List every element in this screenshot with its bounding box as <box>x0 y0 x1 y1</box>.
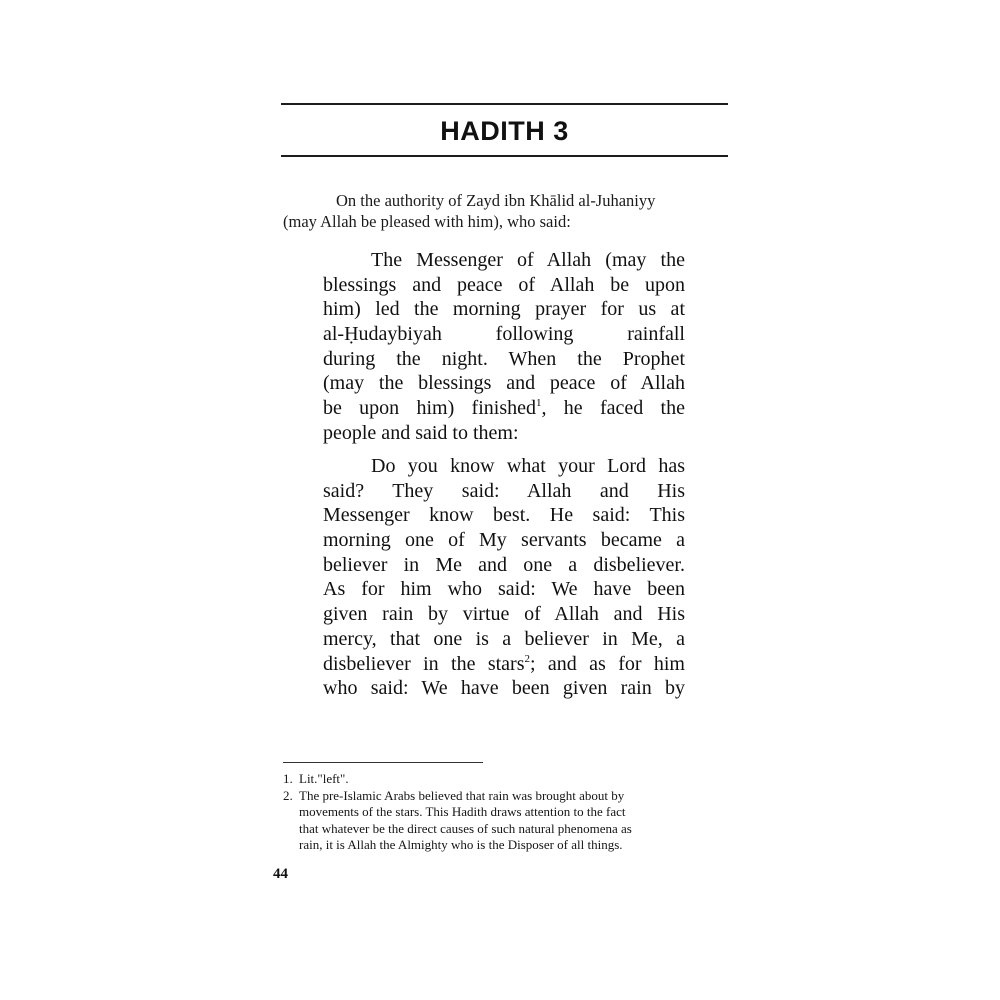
quote-line: As for him who said: We have been <box>323 578 685 601</box>
intro-paragraph <box>283 190 728 232</box>
footnote-line: movements of the stars. This Hadith draws attention to the fact <box>299 804 626 819</box>
quote-text: be upon him) finished <box>323 397 536 420</box>
quote-line: believer in Me and one a disbeliever. <box>323 553 685 576</box>
quote-line <box>323 652 685 677</box>
footnotes <box>283 771 733 854</box>
quote-line: given rain by virtue of Allah and His <box>323 603 685 626</box>
quote-line: during the night. When the Prophet <box>323 347 685 370</box>
footnote-line: Lit."left". <box>299 771 349 786</box>
footnote-separator <box>283 762 483 763</box>
quote-text: ; and as for him <box>530 652 685 675</box>
quote-line: Messenger know best. He said: This <box>323 504 685 527</box>
footnote-1 <box>283 771 733 788</box>
footnote-line: rain, it is Allah the Almighty who is the Disposer of all things. <box>299 837 623 852</box>
header-rule-top <box>281 103 728 105</box>
quote-line: (may the blessings and peace of Allah <box>323 372 685 395</box>
quote-line: him) led the morning prayer for us at <box>323 298 685 321</box>
quote-line: morning one of My servants became a <box>323 529 685 552</box>
footnote-2 <box>283 788 733 854</box>
quote-line: Do you know what your Lord has <box>371 455 685 477</box>
quote-line: mercy, that one is a believer in Me, a <box>323 627 685 650</box>
quote-line: who said: We have been given rain by <box>323 677 685 700</box>
quote-text: , he faced the <box>541 397 685 420</box>
hadith-quote-paragraph-1 <box>323 248 685 446</box>
footnote-text <box>299 771 733 788</box>
quote-text: disbeliever in the stars <box>323 652 525 675</box>
quote-line: said? They said: Allah and His <box>323 479 685 502</box>
intro-line: On the authority of Zayd ibn Khālid al-Juhaniyy <box>336 191 656 210</box>
quote-line <box>323 396 685 421</box>
quote-line: al-Ḥudaybiyah following rainfall <box>323 323 685 346</box>
footnote-text <box>299 788 733 854</box>
quote-line: blessings and peace of Allah be upon <box>323 273 685 296</box>
page-title: HADITH 3 <box>440 116 569 146</box>
header-rule-bottom <box>281 155 728 157</box>
quote-line: people and said to them: <box>323 421 519 444</box>
page-number: 44 <box>273 866 288 882</box>
hadith-quote-paragraph-2 <box>323 454 685 701</box>
footnote-line: that whatever be the direct causes of such natural phenomena as <box>299 820 632 836</box>
footnote-line: The pre-Islamic Arabs believed that rain was brought about by <box>299 787 625 803</box>
footnote-marker-1: 1 <box>535 397 542 410</box>
quote-line: The Messenger of Allah (may the <box>371 249 685 271</box>
footnote-number: 2. <box>283 787 293 803</box>
intro-line: (may Allah be pleased with him), who said: <box>283 212 571 231</box>
footnote-marker-2: 2 <box>524 652 530 665</box>
footnote-number: 1. <box>283 771 293 786</box>
